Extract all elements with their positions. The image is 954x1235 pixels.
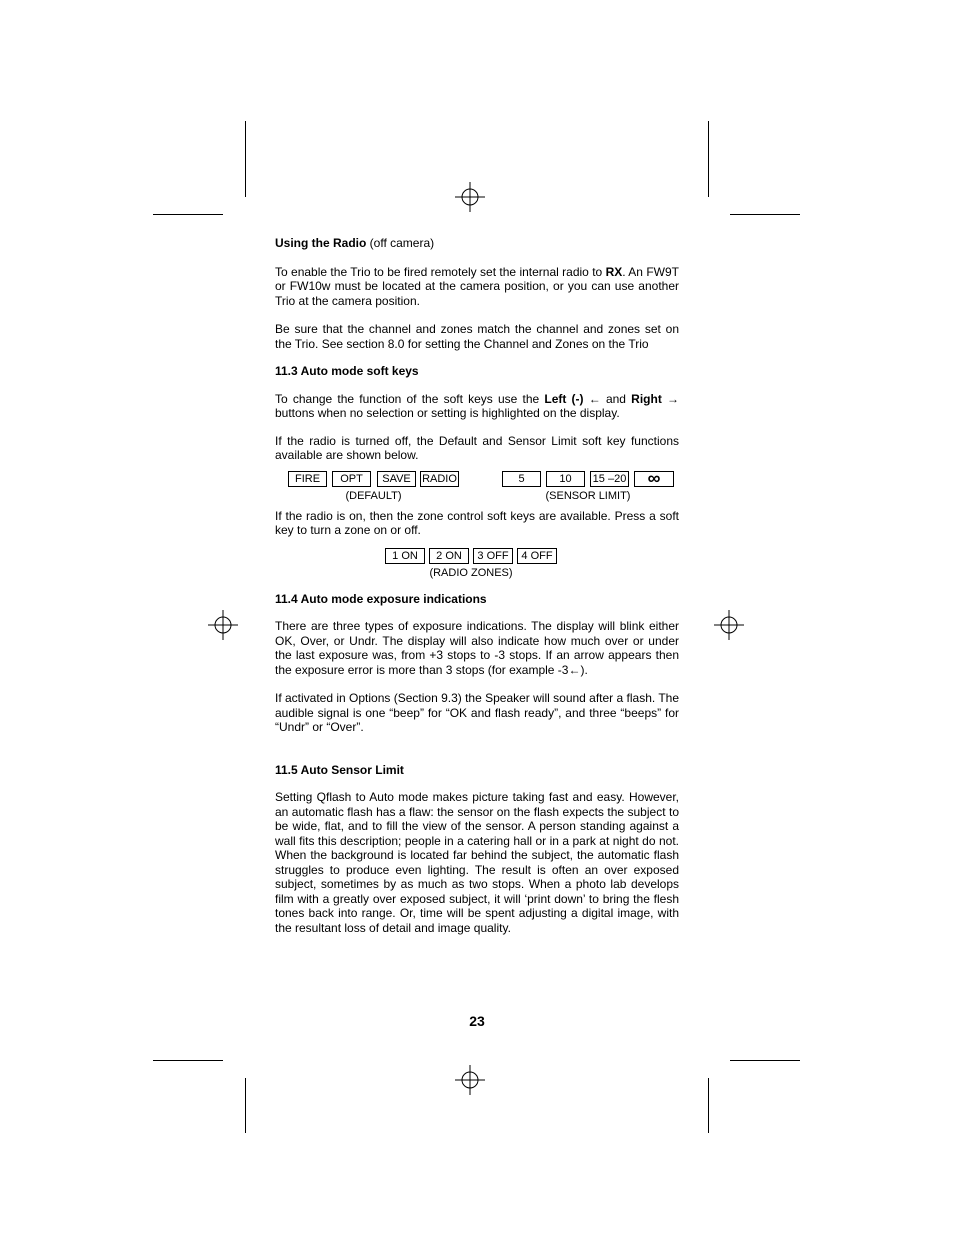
text-run: and — [605, 391, 632, 406]
radio-zones-diagram — [275, 548, 679, 584]
crop-mark — [245, 121, 246, 197]
softkeys-paragraph-3: If the radio is on, then the zone control soft keys are available. Press a soft key to turn a zone on or off. — [275, 508, 679, 537]
softkey-5: 5 — [502, 471, 541, 487]
softkey-save: SAVE — [377, 471, 416, 487]
softkey-infinity: ∞ — [634, 471, 674, 487]
softkey-diagram — [275, 467, 679, 505]
crop-mark — [730, 214, 800, 215]
radio-heading — [275, 236, 679, 251]
exposure-paragraph-1: There are three types of exposure indications. The display will blink either OK, Over, or Undr. The display will also indicate how much over or under the last exposure was, from +3 stops to -3 stops. If an arrow appears then the exposure error is more than 3 stops (for example -3←). — [275, 619, 679, 677]
softkey-opt: OPT — [332, 471, 371, 487]
zone-key-3: 3 OFF — [473, 548, 513, 564]
section-11-3-heading: 11.3 Auto mode soft keys — [275, 364, 419, 378]
section-11-5-heading: 11.5 Auto Sensor Limit — [275, 762, 404, 777]
registration-crosshair-icon — [455, 1065, 485, 1095]
softkeys-paragraph-1 — [275, 392, 679, 421]
section-11-4-heading: 11.4 Auto mode exposure indications — [275, 591, 487, 606]
right-arrow-icon: → — [661, 391, 680, 406]
page-content — [275, 236, 679, 935]
zone-key-1: 1 ON — [385, 548, 425, 564]
radio-paragraph-1 — [275, 265, 679, 309]
right-button-label: Right — [631, 391, 662, 406]
text-run: . An FW9T or FW10w must be located at the camera position, or you can use another Trio at the camera position. — [275, 264, 680, 308]
zone-key-2: 2 ON — [429, 548, 469, 564]
exposure-paragraph-2: If activated in Options (Section 9.3) the Speaker will sound after a flash. The audible signal is one “beep” for “OK and flash ready”, and three “beeps” for “Undr” or “Over”. — [275, 691, 679, 734]
softkey-15-20: 15 –20 — [590, 471, 629, 487]
radio-zones-caption: (RADIO ZONES) — [429, 566, 513, 579]
zone-key-4: 4 OFF — [517, 548, 557, 564]
text-run: To enable the Trio to be fired remotely set the internal radio to — [275, 264, 606, 279]
softkey-radio: RADIO — [420, 471, 459, 487]
registration-crosshair-icon — [455, 182, 485, 212]
crop-mark — [153, 214, 223, 215]
sensor-limit-paragraph: Setting Qflash to Auto mode makes picture taking fast and easy. However, an automatic flash has a flaw: the sensor on the flash expects the subject to be wide, flat, and to fill the view of the sensor. A person standing against a wall fits this description; people in a catering hall or in a park at night do not. When the background is located far behind the subject, the automatic flash struggles to produce even lighting. The result is often an over exposed subject, sometimes by as much as two stops. When a photo lab develops film with a greatly over exposed subject, it will ‘print down’ to bring the flesh tones back into range. Or, time will be spent adjusting a digital image, with the resultant loss of detail and image quality. — [275, 790, 679, 935]
registration-crosshair-icon — [714, 610, 744, 640]
sensor-limit-caption: (SENSOR LIMIT) — [545, 489, 631, 502]
crop-mark — [245, 1078, 246, 1133]
page-number: 23 — [469, 1013, 485, 1029]
crop-mark — [708, 121, 709, 197]
radio-title: Using the Radio — [275, 236, 367, 250]
radio-title-suffix: (off camera) — [366, 236, 435, 250]
rx-label: RX — [605, 264, 623, 279]
registration-crosshair-icon — [208, 610, 238, 640]
left-button-label: Left (-) — [544, 391, 584, 406]
text-run: To change the function of the soft keys use the — [275, 391, 545, 406]
default-caption: (DEFAULT) — [345, 489, 402, 502]
softkey-10: 10 — [546, 471, 585, 487]
crop-mark — [153, 1060, 223, 1061]
softkeys-paragraph-2: If the radio is turned off, the Default and Sensor Limit soft key functions available are shown below. — [275, 433, 679, 462]
crop-mark — [708, 1078, 709, 1133]
radio-paragraph-2: Be sure that the channel and zones match the channel and zones set on the Trio. See section 8.0 for setting the Channel and Zones on the Trio — [275, 322, 679, 351]
text-run: buttons when no selection or setting is highlighted on the display. — [275, 406, 620, 420]
crop-mark — [730, 1060, 800, 1061]
left-arrow-icon: ← — [583, 391, 606, 406]
softkey-fire: FIRE — [288, 471, 327, 487]
